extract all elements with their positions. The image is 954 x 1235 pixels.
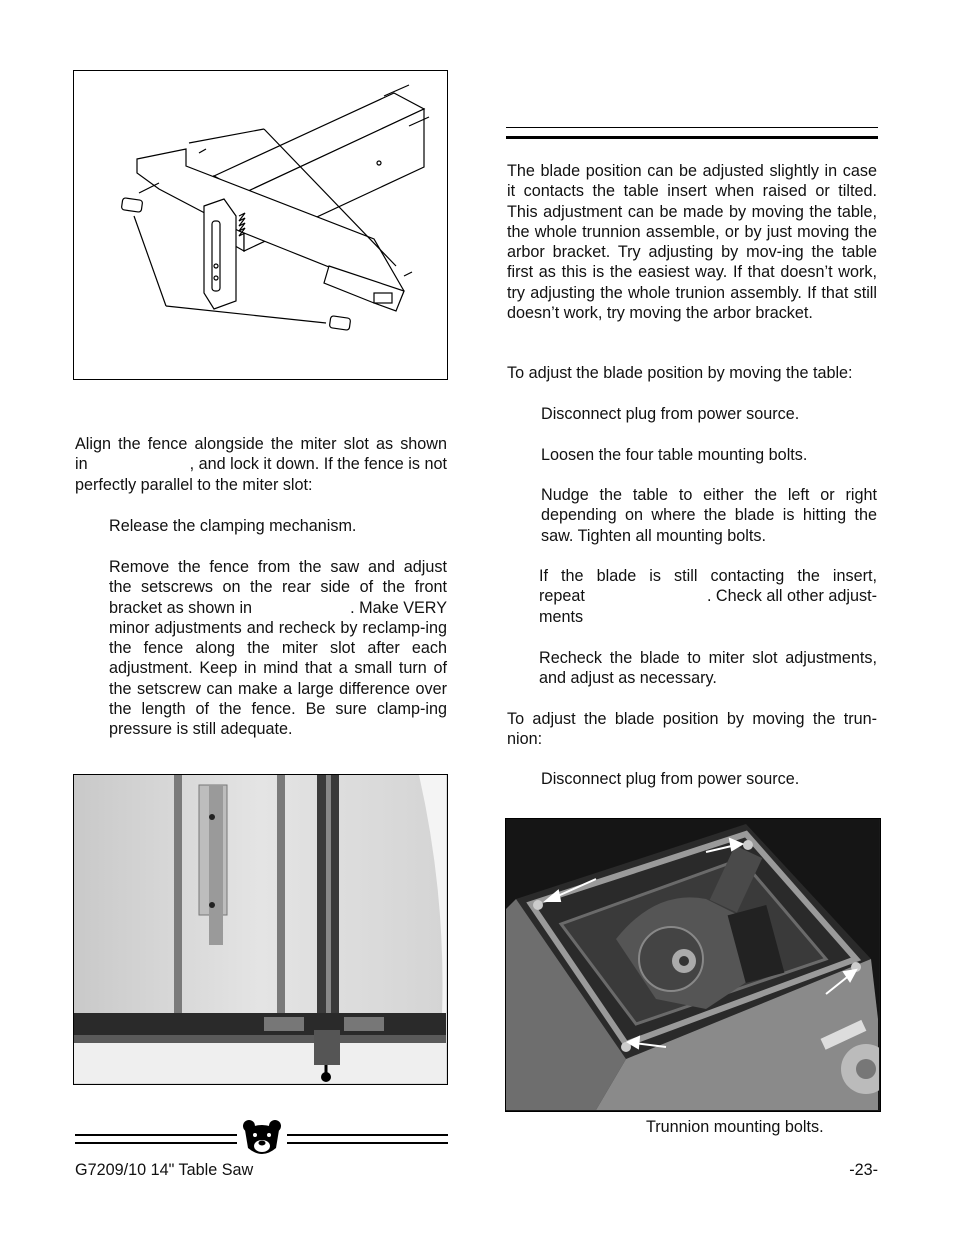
step2-line-2: the setscrews on the rear side of the front: [109, 578, 447, 597]
fence-bracket-drawing: [74, 71, 446, 378]
table-step-2: Loosen the four table mounting bolts.: [541, 446, 808, 464]
step4-line-2b: . Check all other adjust-: [706, 587, 877, 606]
figure-trunnion-bolts: [505, 818, 881, 1112]
step4-line-1: If the blade is still contacting the insert,: [539, 567, 877, 585]
step4-line-2a: repeat: [539, 587, 585, 606]
step2-line-3a: bracket as shown in: [109, 598, 253, 617]
fence-step-1: Release the clamping mechanism.: [109, 517, 357, 535]
intro-line-2a: in: [75, 455, 88, 474]
intro-line-2b: , and lock it down. If the fence is not: [189, 455, 447, 474]
step2-line-1: Remove the fence from the saw and adjust: [109, 558, 447, 576]
trunnion-step-1: Disconnect plug from power source.: [541, 770, 800, 788]
intro-line-1: Align the fence alongside the miter slot as shown: [75, 435, 447, 453]
table-step-5: Recheck the blade to miter slot adjustments, and adjust as necessary.: [539, 649, 877, 688]
footer-rule-right-2: [287, 1142, 448, 1144]
step2-line-3b: . Make VERY: [350, 598, 447, 617]
fence-step-2: [109, 557, 447, 740]
footer-rule-left-2: [75, 1142, 237, 1144]
figure-fence-on-table: [73, 774, 448, 1085]
footer-rule-left-1: [75, 1134, 237, 1136]
footer-page-number: -23-: [849, 1161, 878, 1179]
trunnion-photo: [506, 819, 879, 1110]
figure-caption-trunnion: Trunnion mounting bolts.: [646, 1118, 824, 1136]
figure-fence-bracket: [73, 70, 448, 380]
fence-intro-paragraph: [75, 434, 447, 495]
table-intro: To adjust the blade position by moving the table:: [507, 364, 853, 382]
section-header-rule-bottom: [506, 136, 878, 139]
footer-model: G7209/10 14" Table Saw: [75, 1161, 254, 1179]
step2-rest: minor adjustments and recheck by reclamp-ing the fence along the miter slot after each adjustment. Keep in mind that a small turn of the setscrew can make a large difference over the length of the fence. Be sure clamp-ing pressure is still adequate.: [109, 618, 447, 739]
bear-logo-icon: [240, 1118, 284, 1158]
footer-rule-right-1: [287, 1134, 448, 1136]
intro-line-3: perfectly parallel to the miter slot:: [75, 475, 313, 494]
section-header-rule-top: [506, 127, 878, 128]
table-step-4: [539, 566, 877, 627]
step4-line-3: ments: [539, 607, 584, 626]
fence-table-photo: [74, 775, 446, 1083]
table-step-1: Disconnect plug from power source.: [541, 405, 800, 423]
trunnion-intro: To adjust the blade position by moving the trun-nion:: [507, 710, 877, 749]
table-step-3: Nudge the table to either the left or right depending on where the blade is hitting the saw. Tighten all mounting bolts.: [541, 486, 877, 545]
blade-position-paragraph: The blade position can be adjusted slightly in case it contacts the table insert when raised or tilted. This adjustment can be made by moving the table, the whole trunnion assemble, or by just moving the arbor bracket. Try adjusting by mov-ing the table first as this is the easiest way. If that doesn’t work, try adjusting the whole trunion assembly. If that still doesn’t work, try moving the arbor bracket.: [507, 162, 877, 323]
